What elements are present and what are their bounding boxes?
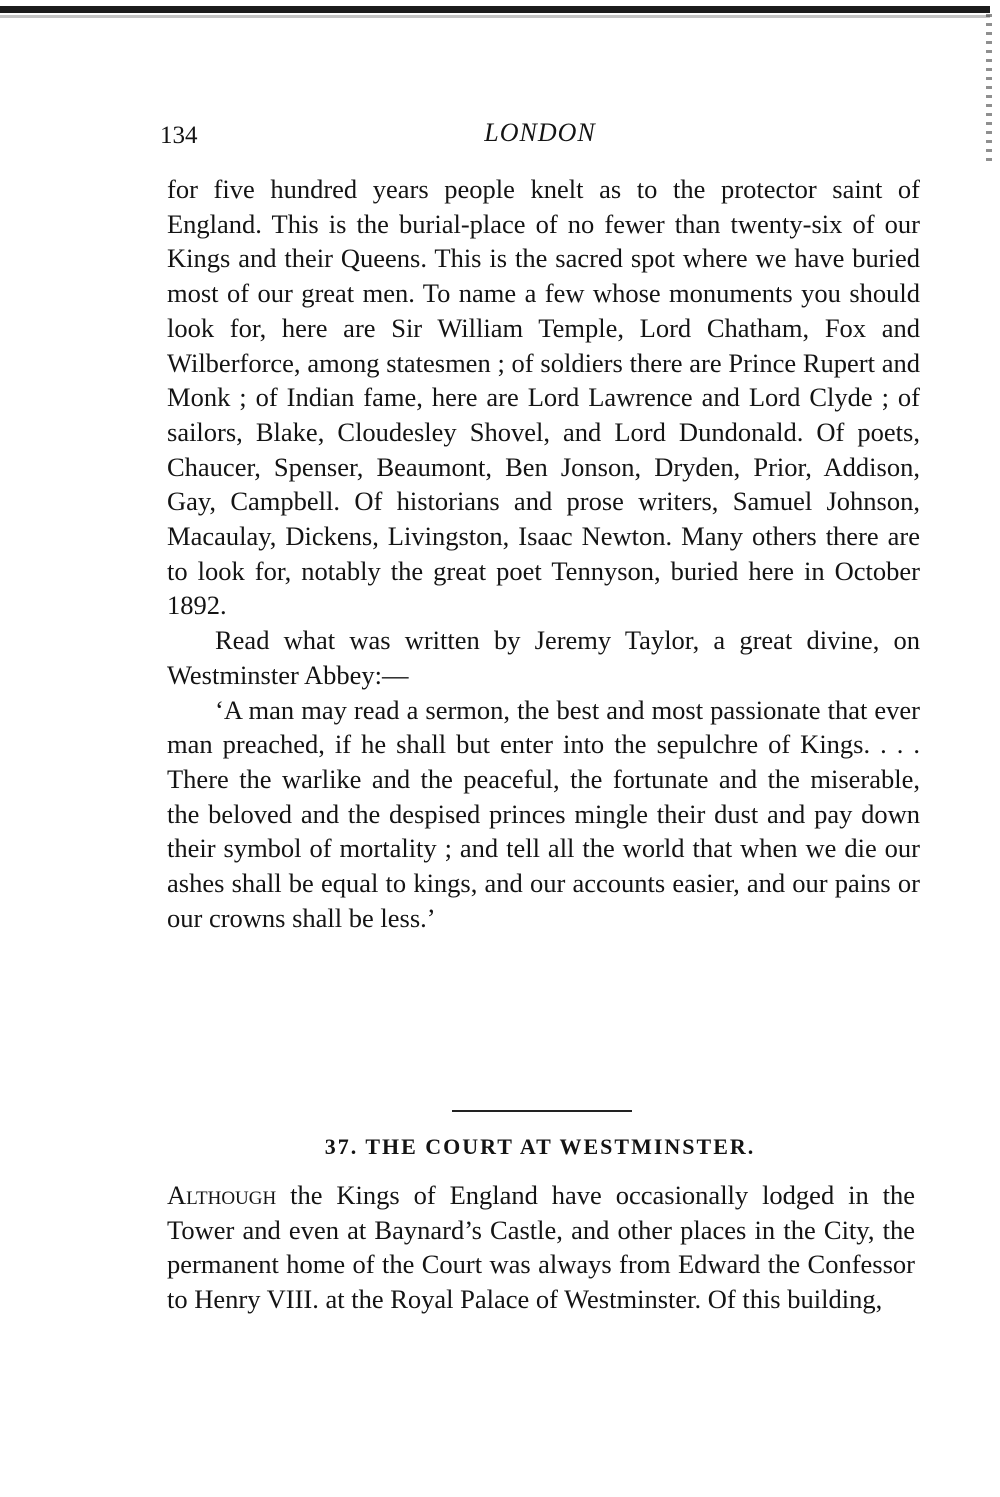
page-number: 134	[160, 122, 198, 149]
paragraph-continued: for five hundred years people knelt as to the protector saint of England. This is the burial-place of no fewer than twenty-six of our Kings and their Queens. This is the sacred spot where we have buried most of our great men. To name a few whose monuments you should look for, here are Sir William Temple, Lord Chatham, Fox and Wilberforce, among statesmen ; of soldiers there are Prince Rupert and Monk ; of Indian fame, here are Lord Lawrence and Lord Clyde ; of sailors, Blake, Cloudesley Shovel, and Lord Dundonald. Of poets, Chaucer, Spenser, Beaumont, Ben Jonson, Dryden, Prior, Addison, Gay, Campbell. Of historians and prose writers, Samuel Johnson, Macaulay, Dickens, Livingston, Isaac Newton. Many others there are to look for, notably the great poet Tennyson, buried here in October 1892.	[167, 174, 920, 621]
running-head	[160, 118, 920, 152]
section-paragraph-text: the Kings of England have occasionally lodged in the Tower and even at Baynard’s Castle, and other places in the City, the permanent home of the Court was always from Edward the Confessor to Henry VIII. at the Royal Palace of Westminster. Of this building,	[167, 1180, 915, 1315]
top-border-shadow	[0, 15, 990, 18]
main-text	[167, 172, 920, 935]
section-text	[167, 1178, 915, 1317]
section-divider	[452, 1110, 632, 1112]
section-lead-word: Although	[167, 1180, 277, 1210]
paragraph-taylor-intro: Read what was written by Jeremy Taylor, a great divine, on Westminster Abbey:—	[167, 625, 920, 690]
running-title: LONDON	[484, 118, 596, 147]
section-heading: 37. THE COURT AT WESTMINSTER.	[324, 1134, 756, 1159]
paragraph-taylor-quote: ‘A man may read a sermon, the best and most passionate that ever man preached, if he shall but enter into the sepulchre of Kings. . . . There the warlike and the peaceful, the fortunate and the miserable, the beloved and the despised princes mingle their dust and pay down their symbol of mortality ; and tell all the world that when we die our ashes shall be equal to kings, and our accounts easier, and our pains or our crowns shall be less.’	[167, 694, 920, 933]
page-edge-marks	[986, 14, 992, 164]
section-paragraph	[167, 1178, 915, 1317]
